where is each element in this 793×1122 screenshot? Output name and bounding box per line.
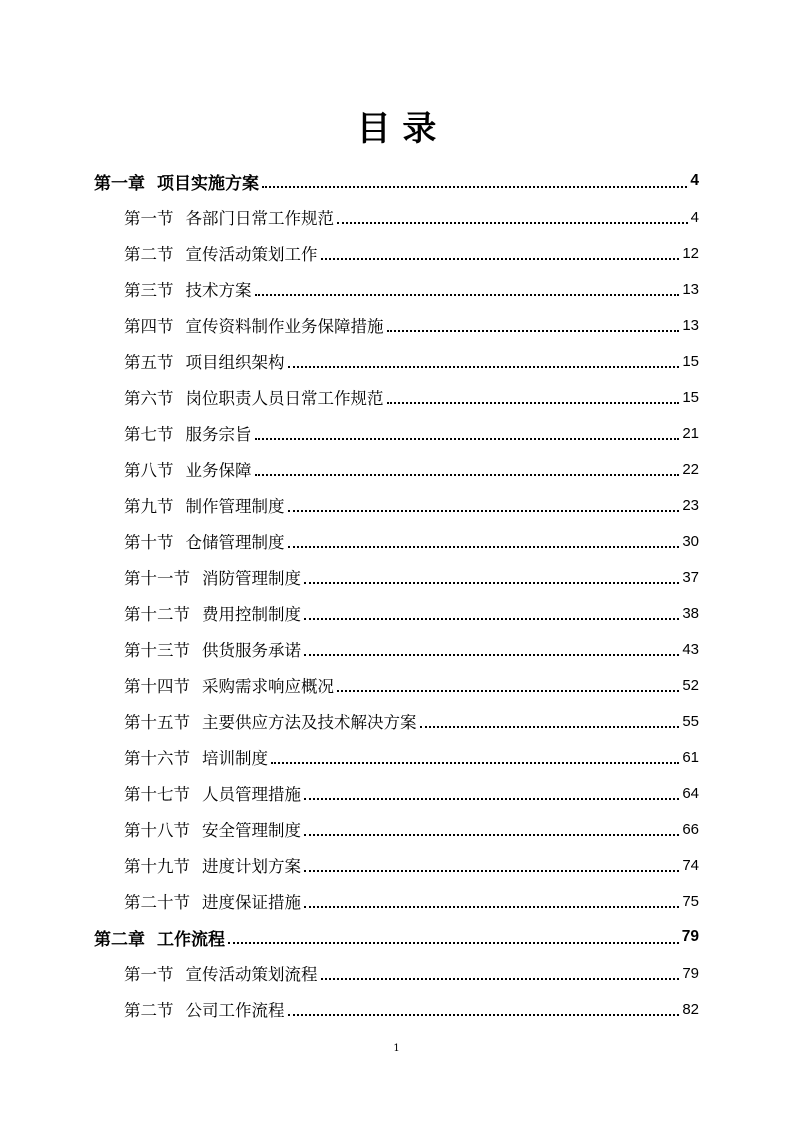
toc-entry-title: 培训制度 — [202, 749, 268, 768]
toc-entry-page: 79 — [682, 964, 699, 982]
dot-leader — [387, 314, 680, 332]
dot-leader — [255, 278, 680, 296]
toc-entry-number: 第十二节 — [124, 605, 190, 624]
toc-entry-number: 第二章 — [94, 929, 145, 950]
toc-section-entry[interactable] — [124, 631, 699, 667]
dot-leader — [321, 962, 680, 980]
toc-entry-title: 费用控制制度 — [202, 605, 301, 624]
toc-entry-title: 业务保障 — [185, 461, 252, 480]
toc-section-entry[interactable] — [124, 559, 699, 595]
toc-entry-page: 4 — [690, 172, 699, 189]
toc-entry-number: 第十七节 — [124, 785, 190, 804]
toc-entry-page: 12 — [682, 244, 699, 262]
dot-leader — [304, 890, 679, 908]
dot-leader — [304, 566, 679, 584]
toc-entry-title: 进度计划方案 — [202, 857, 301, 876]
toc-entry-title: 公司工作流程 — [185, 1001, 285, 1020]
dot-leader — [255, 422, 680, 440]
toc-section-entry[interactable] — [124, 703, 699, 739]
toc-entry-page: 52 — [682, 676, 699, 694]
toc-section-entry[interactable] — [124, 991, 699, 1027]
toc-entry-page: 82 — [682, 1000, 699, 1018]
toc-entry-title: 宣传资料制作业务保障措施 — [185, 317, 384, 336]
toc-entry-title: 各部门日常工作规范 — [185, 209, 334, 228]
toc-entry-number: 第十三节 — [124, 641, 190, 660]
dot-leader — [304, 818, 679, 836]
toc-entry-page: 21 — [682, 424, 699, 442]
dot-leader — [288, 530, 680, 548]
toc-section-entry[interactable] — [124, 379, 699, 415]
dot-leader — [337, 674, 679, 692]
toc-entry-title: 安全管理制度 — [202, 821, 301, 840]
toc-entry-title: 宣传活动策划流程 — [185, 965, 318, 984]
toc-entry-title: 主要供应方法及技术解决方案 — [202, 713, 417, 732]
toc-entry-number: 第二十节 — [124, 893, 190, 912]
toc-entry-page: 4 — [690, 208, 699, 226]
dot-leader — [304, 782, 679, 800]
toc-entry-number: 第九节 — [124, 497, 174, 516]
toc-entry-number: 第三节 — [124, 281, 174, 300]
dot-leader — [321, 242, 680, 260]
toc-entry-title: 岗位职责人员日常工作规范 — [185, 389, 384, 408]
toc-section-entry[interactable] — [124, 415, 699, 451]
toc-entry-number: 第五节 — [124, 353, 174, 372]
toc-section-entry[interactable] — [124, 199, 699, 235]
toc-entry-page: 15 — [682, 352, 699, 370]
toc-entry-number: 第七节 — [124, 425, 174, 444]
toc-entry-page: 30 — [682, 532, 699, 550]
dot-leader — [228, 926, 679, 944]
toc-entry-page: 13 — [682, 316, 699, 334]
toc-chapter-entry[interactable] — [94, 163, 699, 199]
toc-section-entry[interactable] — [124, 595, 699, 631]
toc-entry-number: 第十六节 — [124, 749, 190, 768]
toc-entry-title: 项目实施方案 — [157, 173, 259, 194]
toc-entry-number: 第十五节 — [124, 713, 190, 732]
toc-entry-page: 43 — [682, 640, 699, 658]
toc-entry-title: 供货服务承诺 — [202, 641, 301, 660]
toc-entry-number: 第十八节 — [124, 821, 190, 840]
toc-entry-title: 制作管理制度 — [185, 497, 285, 516]
toc-section-entry[interactable] — [124, 343, 699, 379]
toc-entry-number: 第二节 — [124, 245, 174, 264]
toc-entry-number: 第二节 — [124, 1001, 174, 1020]
toc-entry-page: 38 — [682, 604, 699, 622]
toc-entry-page: 79 — [681, 928, 699, 945]
toc-entry-page: 13 — [682, 280, 699, 298]
toc-entry-number: 第一章 — [94, 173, 145, 194]
toc-entry-page: 64 — [682, 784, 699, 802]
toc-entry-number: 第四节 — [124, 317, 174, 336]
toc-entry-number: 第十一节 — [124, 569, 190, 588]
toc-entry-title: 进度保证措施 — [202, 893, 301, 912]
toc-entry-title: 工作流程 — [157, 929, 225, 950]
toc-entry-number: 第六节 — [124, 389, 174, 408]
page-title: 目 录 — [356, 109, 437, 149]
toc-entry-title: 人员管理措施 — [202, 785, 301, 804]
dot-leader — [262, 170, 687, 188]
toc-section-entry[interactable] — [124, 775, 699, 811]
dot-leader — [337, 206, 688, 224]
toc-entry-number: 第八节 — [124, 461, 174, 480]
dot-leader — [271, 746, 679, 764]
dot-leader — [288, 494, 680, 512]
dot-leader — [288, 350, 680, 368]
toc-entry-number: 第十节 — [124, 533, 174, 552]
dot-leader — [255, 458, 680, 476]
toc-section-entry[interactable] — [124, 883, 699, 919]
toc-section-entry[interactable] — [124, 811, 699, 847]
toc-entry-page: 22 — [682, 460, 699, 478]
toc-section-entry[interactable] — [124, 235, 699, 271]
toc-chapter-entry[interactable] — [94, 919, 699, 955]
toc-entry-page: 23 — [682, 496, 699, 514]
toc-entry-title: 技术方案 — [185, 281, 252, 300]
toc-entry-page: 74 — [682, 856, 699, 874]
toc-entry-page: 61 — [682, 748, 699, 766]
toc-entry-number: 第一节 — [124, 965, 174, 984]
toc-section-entry[interactable] — [124, 523, 699, 559]
toc-section-entry[interactable] — [124, 451, 699, 487]
toc-entry-title: 服务宗旨 — [185, 425, 252, 444]
toc-section-entry[interactable] — [124, 739, 699, 775]
toc-entry-number: 第一节 — [124, 209, 174, 228]
dot-leader — [387, 386, 680, 404]
toc-entry-page: 55 — [682, 712, 699, 730]
dot-leader — [304, 602, 679, 620]
toc-section-entry[interactable] — [124, 307, 699, 343]
toc-section-entry[interactable] — [124, 487, 699, 523]
toc-entry-title: 项目组织架构 — [185, 353, 285, 372]
toc-entry-title: 采购需求响应概况 — [202, 677, 334, 696]
dot-leader — [304, 854, 679, 872]
toc-entry-number: 第十四节 — [124, 677, 190, 696]
dot-leader — [420, 710, 680, 728]
toc-section-entry[interactable] — [124, 955, 699, 991]
dot-leader — [288, 998, 680, 1016]
toc-entry-title: 仓储管理制度 — [185, 533, 285, 552]
toc-entry-title: 消防管理制度 — [202, 569, 301, 588]
toc-section-entry[interactable] — [124, 667, 699, 703]
toc-section-entry[interactable] — [124, 271, 699, 307]
toc-section-entry[interactable] — [124, 847, 699, 883]
toc-entry-number: 第十九节 — [124, 857, 190, 876]
page-number: 1 — [393, 1043, 400, 1054]
toc-entry-title: 宣传活动策划工作 — [185, 245, 318, 264]
toc-entry-page: 75 — [682, 892, 699, 910]
toc-entry-page: 15 — [682, 388, 699, 406]
dot-leader — [304, 638, 679, 656]
toc-entry-page: 37 — [682, 568, 699, 586]
toc-entry-page: 66 — [682, 820, 699, 838]
